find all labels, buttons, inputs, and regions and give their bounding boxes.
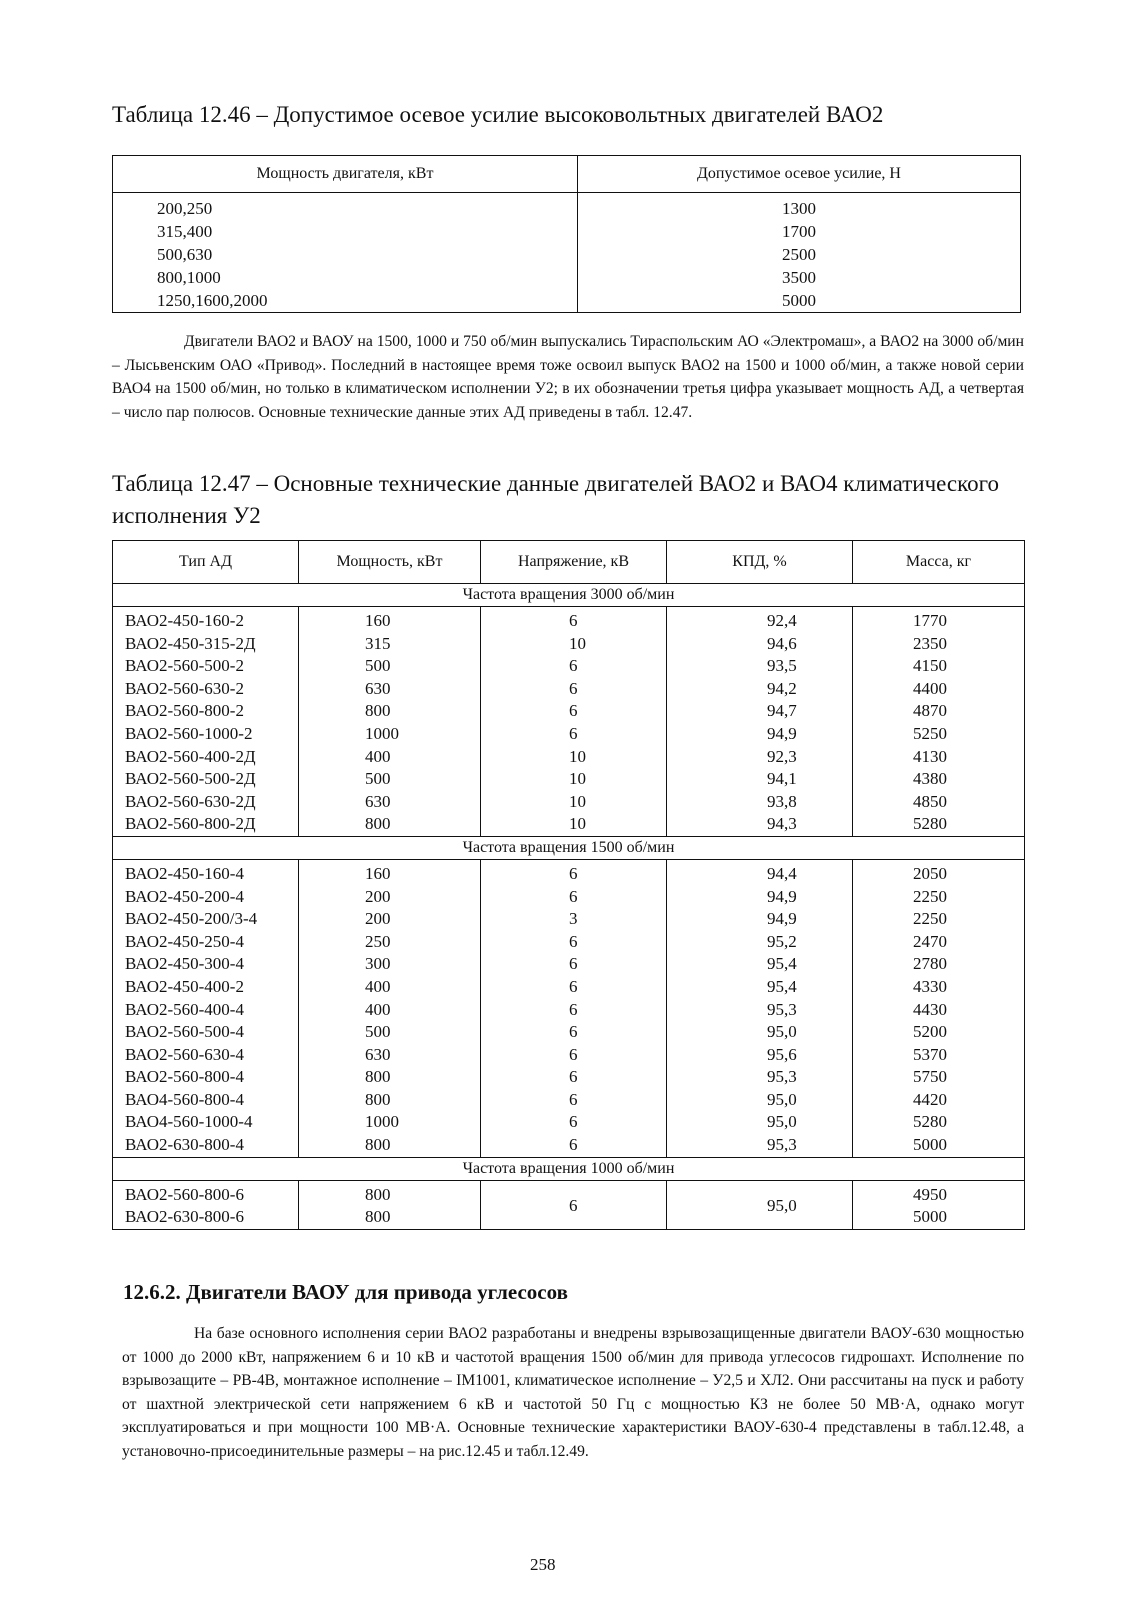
table-cell: 6 [481,723,667,746]
table-cell: 6 [481,700,667,723]
table-cell: ВАО2-630-800-4 [113,1134,299,1157]
table-cell: 4420 [853,1089,1025,1112]
table-cell: 10 [481,633,667,656]
table-cell: ВАО2-450-200/3-4 [113,908,299,931]
table-cell: 5200 [853,1021,1025,1044]
table-47-caption: Таблица 12.47 – Основные технические данные двигателей ВАО2 и ВАО4 климатического исполнения У2 [112,471,1000,528]
table-cell: ВАО2-560-800-4 [113,1066,299,1089]
table-cell: ВАО2-560-800-6 [113,1180,299,1206]
table-cell: 1700 [782,222,816,241]
table-cell: 2350 [853,633,1025,656]
table-cell: 94,3 [667,813,853,836]
table-cell: 250 [299,931,481,954]
table-row [113,886,1025,909]
table-row [113,1111,1025,1134]
table-cell: 500,630 [113,243,578,266]
table-cell: 1770 [853,607,1025,633]
table-cell: 2250 [853,908,1025,931]
table-cell: 6 [481,1021,667,1044]
table-cell: 5000 [853,1206,1025,1229]
table-cell: 6 [481,1044,667,1067]
table-cell: 5750 [853,1066,1025,1089]
table-cell: 4400 [853,678,1025,701]
table-cell: 630 [299,1044,481,1067]
paragraph-1: Двигатели ВАО2 и ВАОУ на 1500, 1000 и 750 об/мин выпускались Тираспольским АО «Электромаш», а ВАО2 на 3000 об/мин – Лысьвенским ОАО «Привод». Последний в настоящее время тоже освоил выпуск ВАО2 на 1500 и 1000 об/мин, а также новой серии ВАО4 на 1500 об/мин, но только в климатическом исполнении У2; в их обозначении третья цифра указывает мощность АД, а четвертая – число пар полюсов. Основные технические данные этих АД приведены в табл. 12.47. [112,333,1024,421]
table-cell: 2780 [853,953,1025,976]
table-47 [112,540,1025,1230]
table-cell: 500 [299,768,481,791]
table-cell: 95,4 [667,953,853,976]
table-cell: ВАО4-560-1000-4 [113,1111,299,1134]
table-cell: 2050 [853,859,1025,885]
table-cell: 1000 [299,723,481,746]
table-cell: 6 [481,859,667,885]
table-cell: 6 [481,607,667,633]
table-cell: 4850 [853,791,1025,814]
table-cell: 400 [299,746,481,769]
table-cell: 94,1 [667,768,853,791]
page-number: 258 [530,1555,556,1574]
table-cell: 1000 [299,1111,481,1134]
table-cell: 10 [481,768,667,791]
table-cell: ВАО2-560-400-4 [113,999,299,1022]
table-cell: 5000 [853,1134,1025,1157]
table-cell: 5000 [782,291,816,310]
table-cell: 6 [481,1180,667,1229]
table-46-header-power: Мощность двигателя, кВт [113,156,578,193]
table-cell: 94,2 [667,678,853,701]
table-cell: 3 [481,908,667,931]
table-cell: 200 [299,886,481,909]
table-row [113,746,1025,769]
table-cell: 10 [481,746,667,769]
table-row [113,1021,1025,1044]
table-cell: 6 [481,1066,667,1089]
table-row [113,908,1025,931]
table-cell: 94,4 [667,859,853,885]
table-cell: 200 [299,908,481,931]
table-cell: 500 [299,655,481,678]
table-47-body [113,584,1025,1230]
table-cell: 6 [481,999,667,1022]
table-cell: 6 [481,655,667,678]
table-cell: 6 [481,1089,667,1112]
table-cell: 500 [299,1021,481,1044]
table-cell: 4330 [853,976,1025,999]
table-cell: 94,6 [667,633,853,656]
table-row [113,1066,1025,1089]
table-row [113,1044,1025,1067]
table-row [113,1089,1025,1112]
table-cell: ВАО2-450-250-4 [113,931,299,954]
table-cell: 92,3 [667,746,853,769]
table-row [113,953,1025,976]
table-cell: ВАО2-560-630-4 [113,1044,299,1067]
table-row [113,813,1025,836]
table-row [113,193,1021,221]
table-cell: 630 [299,791,481,814]
table-cell: 800 [299,813,481,836]
table-cell: 1250,1600,2000 [113,289,578,313]
table-cell: 95,3 [667,1066,853,1089]
table-cell: ВАО2-450-160-2 [113,607,299,633]
table-cell: 200,250 [113,193,578,221]
table-cell: 315 [299,633,481,656]
table-cell: 94,9 [667,908,853,931]
table-row [113,768,1025,791]
table-cell: ВАО2-560-400-2Д [113,746,299,769]
table-cell: 315,400 [113,220,578,243]
table-cell: 300 [299,953,481,976]
table-cell: 160 [299,859,481,885]
table-46-caption: Таблица 12.46 – Допустимое осевое усилие высоковольтных двигателей ВАО2 [112,102,884,127]
table-cell: 95,0 [667,1089,853,1112]
table-cell: 94,9 [667,886,853,909]
table-row [113,1180,1025,1206]
table-cell: 94,7 [667,700,853,723]
table-row [113,607,1025,633]
table-cell: 92,4 [667,607,853,633]
table-row [113,723,1025,746]
table-cell: 1300 [782,199,816,218]
table-cell: 630 [299,678,481,701]
table-cell: 400 [299,999,481,1022]
table-cell: 93,8 [667,791,853,814]
table-section-row [113,1157,1025,1180]
table-cell: 10 [481,791,667,814]
table-cell: 2500 [782,245,816,264]
table-row [113,220,1021,243]
table-cell: 95,6 [667,1044,853,1067]
table-cell: ВАО2-450-300-4 [113,953,299,976]
table-cell: 6 [481,931,667,954]
table-cell: 4430 [853,999,1025,1022]
table-cell: 800 [299,700,481,723]
table-47-header-voltage: Напряжение, кВ [481,541,667,584]
table-row [113,976,1025,999]
table-cell: ВАО2-450-160-4 [113,859,299,885]
section-title: Частота вращения 3000 об/мин [113,584,1025,607]
table-47-header-power: Мощность, кВт [299,541,481,584]
table-cell: ВАО2-560-500-2 [113,655,299,678]
table-cell: ВАО2-450-200-4 [113,886,299,909]
table-cell: 10 [481,813,667,836]
table-cell: 95,3 [667,1134,853,1157]
table-cell: 800 [299,1066,481,1089]
table-cell: 95,4 [667,976,853,999]
table-cell: 5280 [853,1111,1025,1134]
table-cell: 6 [481,886,667,909]
table-row [113,655,1025,678]
section-heading: 12.6.2. Двигатели ВАОУ для привода углесосов [123,1280,568,1304]
table-cell: 95,2 [667,931,853,954]
table-cell: 800 [299,1206,481,1229]
table-cell: 93,5 [667,655,853,678]
table-46-header-force: Допустимое осевое усилие, Н [578,156,1021,193]
table-cell: 4950 [853,1180,1025,1206]
table-46 [112,155,1021,313]
table-cell: 6 [481,976,667,999]
section-title: Частота вращения 1000 об/мин [113,1157,1025,1180]
table-row [113,700,1025,723]
table-cell: 6 [481,953,667,976]
table-cell: ВАО2-630-800-6 [113,1206,299,1229]
table-row [113,289,1021,313]
table-cell: 800,1000 [113,266,578,289]
table-row [113,931,1025,954]
paragraph-2: На базе основного исполнения серии ВАО2 разработаны и внедрены взрывозащищенные двигатели ВАОУ-630 мощностью от 1000 до 2000 кВт, напряжением 6 и 10 кВ и частотой вращения 1500 об/мин для привода углесосов гидрошахт. Исполнение по взрывозащите – РВ-4В, монтажное исполнение – IM1001, климатическое исполнение – У2,5 и ХЛ2. Они рассчитаны на пуск и работу от шахтной электрической сети напряжением 6 кВ и частотой 50 Гц с мощностью КЗ не более 50 МВ·А, однако могут эксплуатироваться и при мощности 100 МВ·А. Основные технические характеристики ВАОУ-630-4 представлены в табл.12.48, а установочно-присоединительные размеры – на рис.12.45 и табл.12.49. [122,1325,1024,1460]
table-section-row [113,836,1025,859]
table-cell: 160 [299,607,481,633]
table-47-header-efficiency: КПД, % [667,541,853,584]
table-cell: ВАО2-560-1000-2 [113,723,299,746]
table-cell: 6 [481,678,667,701]
table-cell: 94,9 [667,723,853,746]
table-row [113,999,1025,1022]
table-row [113,678,1025,701]
table-row [113,243,1021,266]
table-cell: 6 [481,1134,667,1157]
table-row [113,266,1021,289]
table-47-header-type: Тип АД [113,541,299,584]
table-cell: 4130 [853,746,1025,769]
table-cell: ВАО2-560-500-2Д [113,768,299,791]
table-row [113,633,1025,656]
table-cell: ВАО2-560-630-2Д [113,791,299,814]
table-cell: 2470 [853,931,1025,954]
table-cell: 95,0 [667,1021,853,1044]
table-cell: ВАО2-450-400-2 [113,976,299,999]
table-cell: 95,3 [667,999,853,1022]
table-47-header-mass: Масса, кг [853,541,1025,584]
table-cell: 800 [299,1180,481,1206]
section-title: Частота вращения 1500 об/мин [113,836,1025,859]
table-cell: 4870 [853,700,1025,723]
table-row [113,859,1025,885]
table-cell: ВАО2-560-500-4 [113,1021,299,1044]
table-cell: 95,0 [667,1180,853,1229]
table-cell: 4380 [853,768,1025,791]
table-cell: 5280 [853,813,1025,836]
table-cell: 3500 [782,268,816,287]
table-cell: 800 [299,1089,481,1112]
table-section-row [113,584,1025,607]
table-cell: ВАО2-560-800-2 [113,700,299,723]
table-cell: 4150 [853,655,1025,678]
table-cell: 800 [299,1134,481,1157]
table-cell: 95,0 [667,1111,853,1134]
table-cell: 5250 [853,723,1025,746]
table-cell: 6 [481,1111,667,1134]
table-cell: ВАО2-560-630-2 [113,678,299,701]
table-row [113,791,1025,814]
table-cell: 2250 [853,886,1025,909]
table-cell: 400 [299,976,481,999]
table-cell: 5370 [853,1044,1025,1067]
table-cell: ВАО2-560-800-2Д [113,813,299,836]
table-cell: ВАО4-560-800-4 [113,1089,299,1112]
table-cell: ВАО2-450-315-2Д [113,633,299,656]
table-row [113,1134,1025,1157]
